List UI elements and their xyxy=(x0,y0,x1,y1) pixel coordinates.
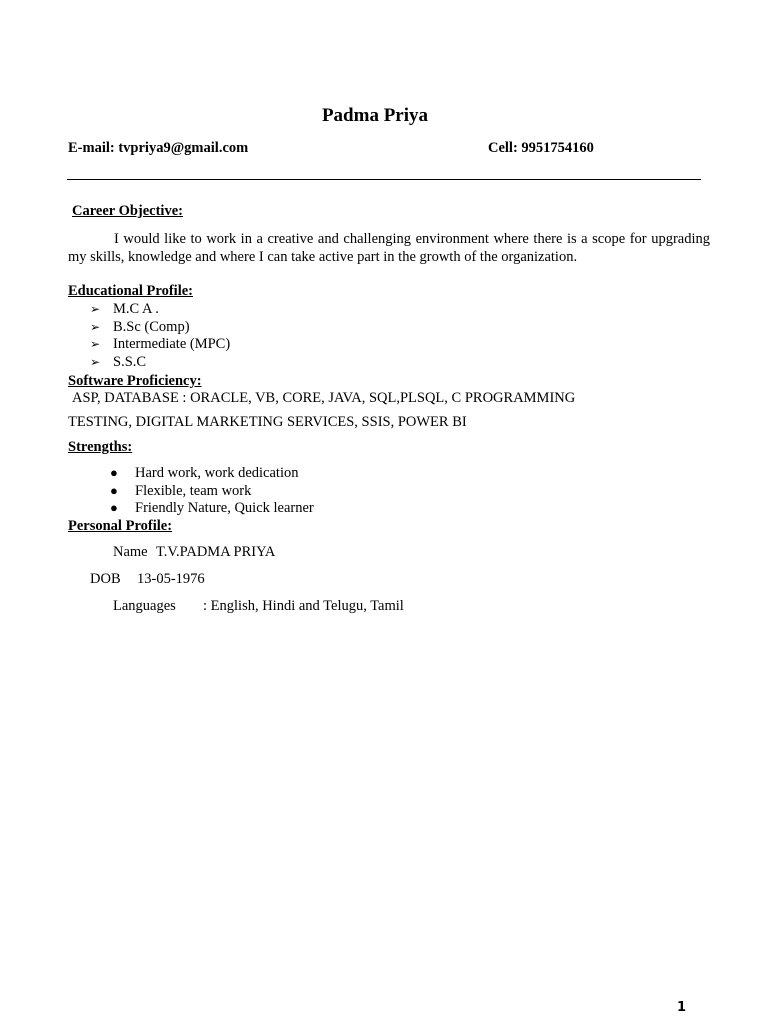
list-item: ● Friendly Nature, Quick learner xyxy=(110,500,314,516)
languages-value: : English, Hindi and Telugu, Tamil xyxy=(203,598,404,614)
arrow-bullet-icon: ➢ xyxy=(90,337,101,351)
personal-profile-heading: Personal Profile: xyxy=(68,518,173,534)
list-item: ● Hard work, work dedication xyxy=(110,465,299,481)
list-item: ➢ Intermediate (MPC) xyxy=(90,336,231,352)
dob-value: 13-05-1976 xyxy=(137,571,205,587)
career-objective-heading: Career Objective: xyxy=(72,203,183,219)
cell-text: Cell: 9951754160 xyxy=(488,140,594,156)
name-value: T.V.PADMA PRIYA xyxy=(156,544,276,560)
career-objective-text: I would like to work in a creative and challenging environment where there is a scope for upgrading my skills, knowledge and where I can take active part in the growth of the organization. xyxy=(68,231,710,265)
strengths-list xyxy=(110,464,314,517)
list-item: ➢ M.C A . xyxy=(90,301,159,317)
software-proficiency-heading: Software Proficiency: xyxy=(68,373,202,389)
strengths-heading: Strengths: xyxy=(68,439,133,455)
education-list xyxy=(90,301,230,371)
name-label: Name xyxy=(113,544,148,560)
educational-profile-heading: Educational Profile: xyxy=(68,283,193,299)
software-line-1: ASP, DATABASE : ORACLE, VB, CORE, JAVA, SQL,PLSQL, C PROGRAMMING xyxy=(72,390,576,406)
arrow-bullet-icon: ➢ xyxy=(90,354,101,369)
languages-label: Languages xyxy=(113,598,176,614)
arrow-bullet-icon: ➢ xyxy=(90,302,101,316)
software-line-2: TESTING, DIGITAL MARKETING SERVICES, SSIS, POWER BI xyxy=(68,414,467,430)
list-item: ● Flexible, team work xyxy=(110,482,252,499)
arrow-bullet-icon: ➢ xyxy=(90,319,101,334)
page-number: 1 xyxy=(677,1000,687,1015)
header-divider xyxy=(67,179,701,180)
bullet-dot-icon: ● xyxy=(110,482,118,498)
dob-label: DOB xyxy=(90,571,121,587)
email-text: E-mail: tvpriya9@gmail.com xyxy=(68,140,249,156)
list-item: ➢ S.S.C xyxy=(90,353,147,370)
bullet-dot-icon: ● xyxy=(110,500,118,515)
list-item: ➢ B.Sc (Comp) xyxy=(90,318,190,335)
page-title: Padma Priya xyxy=(321,105,429,126)
bullet-dot-icon: ● xyxy=(110,465,118,480)
